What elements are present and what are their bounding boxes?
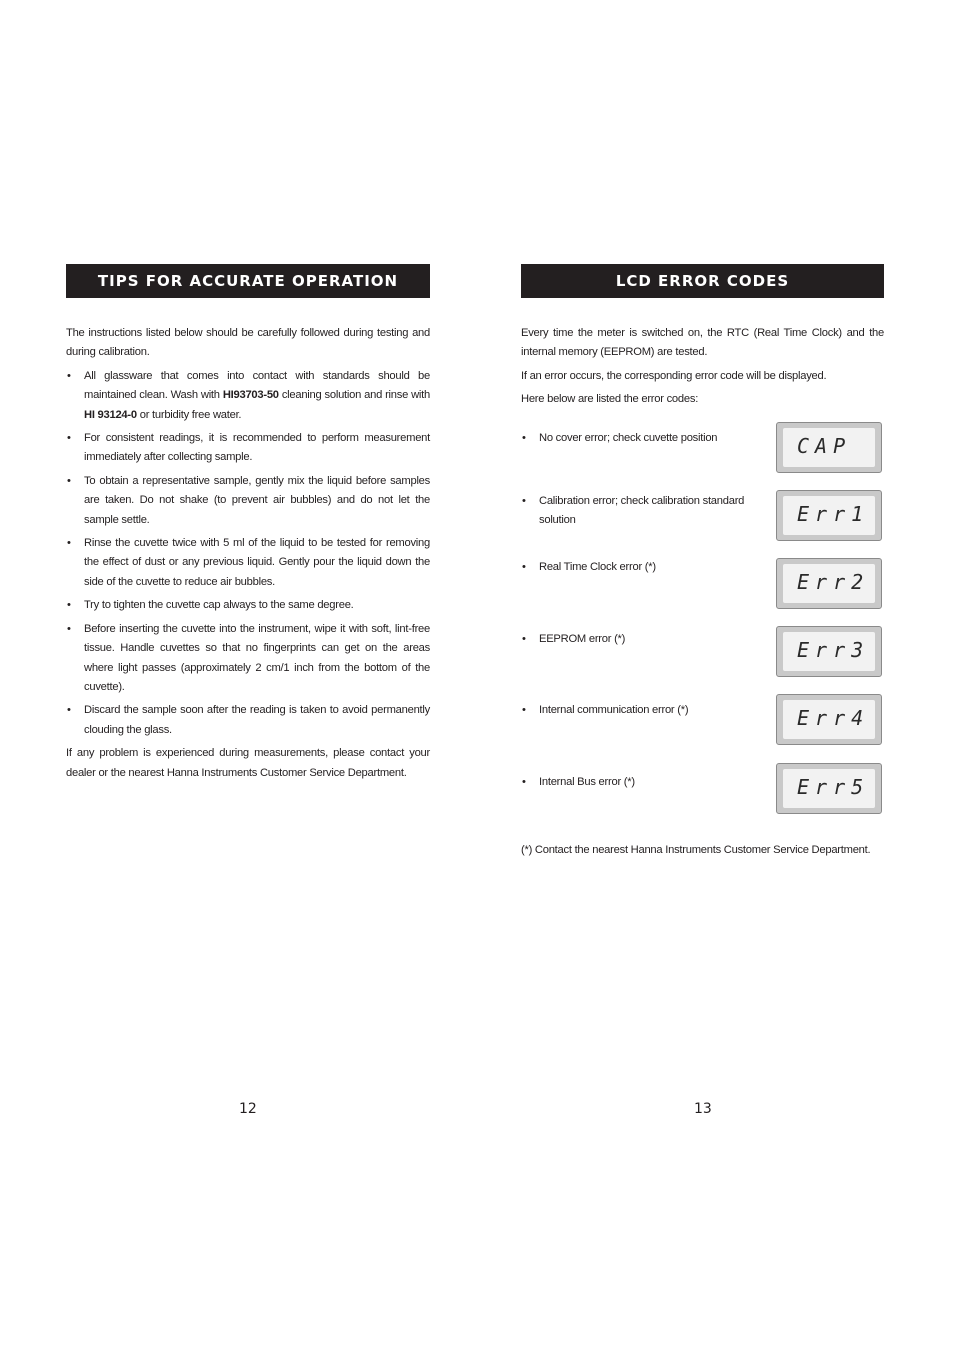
- page-number-right: 13: [694, 1101, 712, 1117]
- error-description: [521, 492, 751, 531]
- tip-glassware-text: All glassware that comes into contact with standards should be maintained clean. Wash with: [84, 369, 430, 402]
- error-description: [521, 773, 751, 792]
- lcd-display: [776, 626, 882, 677]
- error-text: Internal communication error (*): [539, 704, 689, 716]
- tips-heading: TIPS FOR ACCURATE OPERATION: [66, 264, 430, 298]
- lcd-intro-para1: Every time the meter is switched on, the RTC (Real Time Clock) and the internal memory (EEPROM) are tested.: [521, 327, 884, 359]
- lcd-display: [776, 490, 882, 541]
- service-footnote: (*) Contact the nearest Hanna Instruments Customer Service Department.: [521, 844, 871, 856]
- bullet-icon: •: [522, 776, 526, 788]
- lcd-code: Err1: [797, 502, 870, 526]
- tip-cuvette-cap: • Try to tighten the cuvette cap always to the same degree.: [66, 596, 430, 615]
- lcd-screen: [783, 564, 875, 603]
- bullet-icon: •: [522, 704, 526, 716]
- error-description: [521, 558, 751, 577]
- lcd-screen: [783, 428, 875, 467]
- error-text: EEPROM error (*): [539, 633, 626, 645]
- error-description: [521, 630, 751, 649]
- lcd-code: Err5: [797, 775, 870, 799]
- tips-body: [66, 324, 430, 787]
- error-text: Calibration error; check calibration standard solution: [539, 495, 745, 527]
- lcd-display: [776, 763, 882, 814]
- error-text: Real Time Clock error (*): [539, 561, 656, 573]
- bullet-icon: •: [522, 495, 526, 507]
- lcd-screen: [783, 496, 875, 535]
- tips-list: [66, 367, 430, 740]
- bullet-icon: •: [522, 561, 526, 573]
- lcd-code: Err2: [797, 570, 870, 594]
- lcd-intro-para2: If an error occurs, the corresponding error code will be displayed.: [521, 369, 827, 382]
- tips-intro: The instructions listed below should be carefully followed during testing and during calibration.: [66, 327, 430, 359]
- lcd-screen: [783, 769, 875, 808]
- lcd-screen: [783, 700, 875, 739]
- lcd-intro: [521, 324, 884, 414]
- tip-glassware-text-3: or turbidity free water.: [136, 408, 242, 421]
- tip-rinse-cuvette: • Rinse the cuvette twice with 5 ml of the liquid to be tested for removing the effect of dust or any previous liquid. Gently pour the liquid down the side of the cuvette to reduce air bubbles.: [66, 534, 430, 592]
- lcd-intro-para3: Here below are listed the error codes:: [521, 393, 699, 406]
- lcd-display: [776, 422, 882, 473]
- rinse-solution-code: HI 93124-0: [84, 408, 137, 421]
- lcd-display: [776, 558, 882, 609]
- tip-consistent-readings: • For consistent readings, it is recommended to perform measurement immediately after collecting sample.: [66, 429, 430, 468]
- tip-discard-sample: • Discard the sample soon after the reading is taken to avoid permanently clouding the glass.: [66, 701, 430, 740]
- page-number-left: 12: [239, 1101, 257, 1117]
- lcd-screen: [783, 632, 875, 671]
- error-text: Internal Bus error (*): [539, 776, 635, 788]
- tip-glassware-text-2: cleaning solution and rinse with: [278, 389, 431, 402]
- tips-closing: If any problem is experienced during measurements, please contact your dealer or the nearest Hanna Instruments Customer Service Department.: [66, 747, 430, 779]
- bullet-icon: •: [522, 432, 526, 444]
- tip-glassware: [66, 367, 430, 425]
- bullet-icon: •: [522, 633, 526, 645]
- cleaning-solution-code: HI93703-50: [222, 389, 279, 402]
- lcd-error-heading: LCD ERROR CODES: [521, 264, 884, 298]
- error-description: [521, 429, 751, 448]
- lcd-code: Err4: [797, 706, 870, 730]
- lcd-code: Err3: [797, 638, 870, 662]
- lcd-code: CAP: [797, 434, 852, 458]
- tip-representative-sample: • To obtain a representative sample, gently mix the liquid before samples are taken. Do not shake (to prevent air bubbles) and do not let the sample settle.: [66, 472, 430, 530]
- error-text: No cover error; check cuvette position: [539, 432, 718, 444]
- tip-wipe-cuvette: • Before inserting the cuvette into the instrument, wipe it with soft, lint-free tissue. Handle cuvettes so that no fingerprints can get on the areas where light passes (approximately 2 cm/1 inch from the bottom of the cuvette).: [66, 620, 430, 698]
- lcd-display: [776, 694, 882, 745]
- error-description: [521, 701, 751, 720]
